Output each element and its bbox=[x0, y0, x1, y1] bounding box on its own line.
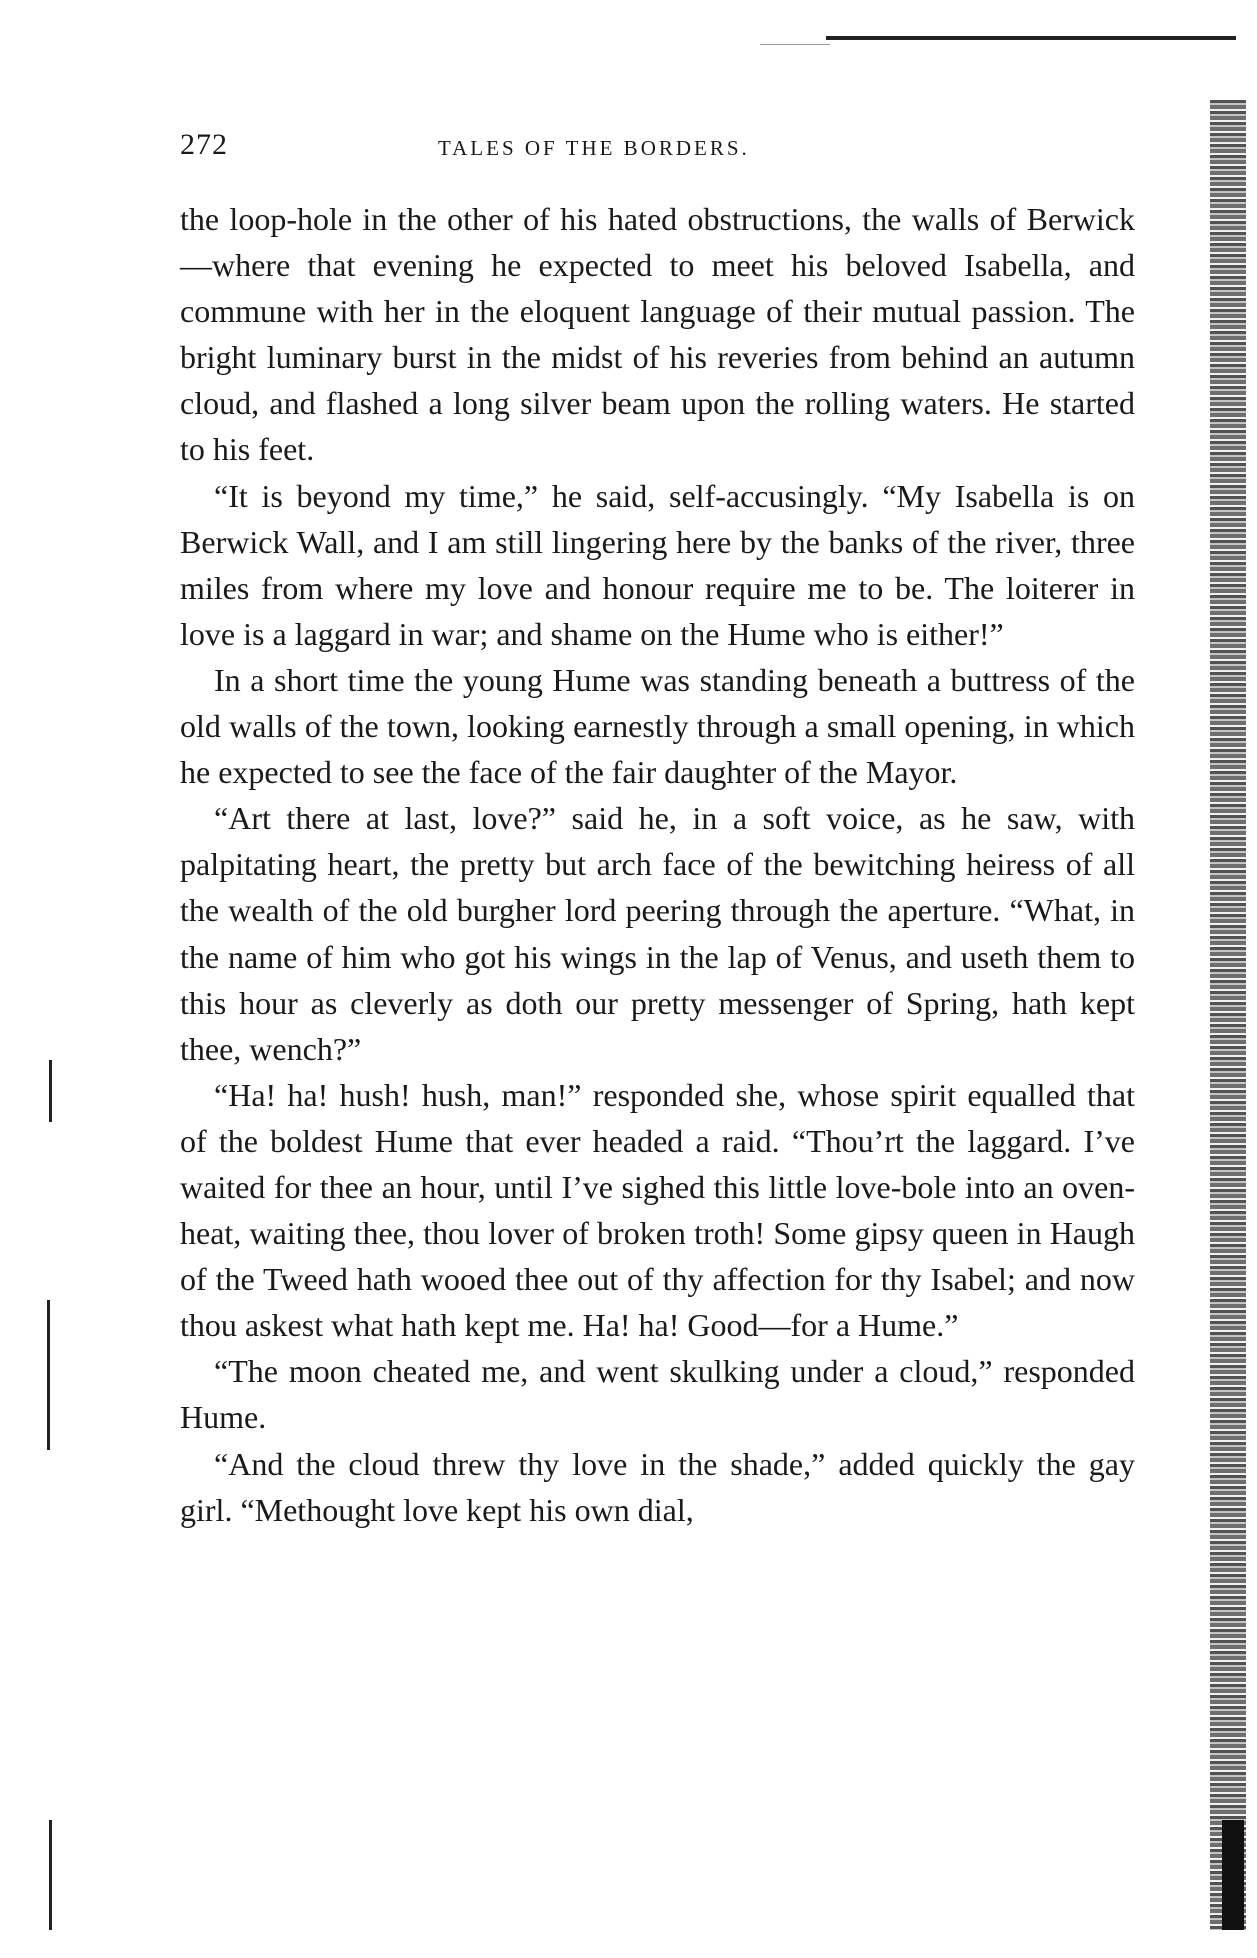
paragraph: In a short time the young Hume was standing beneath a buttress of the old walls of the town, looking earnestly through a small opening, in which he expected to see the face of the fair daughter of the Mayor. bbox=[180, 661, 1135, 791]
running-head: TALES OF THE BORDERS. bbox=[438, 136, 750, 160]
margin-mark bbox=[49, 1820, 52, 1930]
page-number: 272 bbox=[180, 128, 228, 161]
margin-mark bbox=[47, 1300, 50, 1450]
paragraph: “Ha! ha! hush! hush, man!” responded she, whose spirit equalled that of the boldest Hume that ever headed a raid. “Thou’rt the laggard. I’ve waited for thee an hour, until I’ve sighed this little love-bole into an oven-heat, waiting thee, thou lover of broken troth! Some gipsy queen in Haugh of the Tweed hath wooed thee out of thy affection for thy Isabel; and now thou askest what hath kept me. Ha! ha! Good—for a Hume.” bbox=[180, 1076, 1135, 1344]
paragraph: “Art there at last, love?” said he, in a soft voice, as he saw, with palpitating heart, the pretty but arch face of the bewitching heiress of all the wealth of the old burgher lord peering through the aperture. “What, in the name of him who got his wings in the lap of Venus, and useth them to this hour as cleverly as doth our pretty messenger of Spring, hath kept thee, wench?” bbox=[180, 800, 1135, 1067]
page-header bbox=[180, 128, 1145, 168]
body-text bbox=[180, 196, 1135, 1533]
paragraph: “It is beyond my time,” he said, self-accusingly. “My Isabella is on Berwick Wall, and I am still lingering here by the banks of the river, three miles from where my love and honour require me to be. The loiterer in love is a laggard in war; and shame on the Hume who is either!” bbox=[180, 477, 1135, 652]
scan-edge-bar bbox=[826, 36, 1236, 40]
margin-mark bbox=[49, 1060, 52, 1122]
paragraph: “The moon cheated me, and went skulking under a cloud,” responded Hume. bbox=[180, 1353, 1135, 1436]
page-edge-shadow-bottom bbox=[1222, 1820, 1244, 1930]
paragraph: the loop-hole in the other of his hated obstructions, the walls of Berwick—where that evening he expected to meet his beloved Isabella, and commune with her in the eloquent language of their mutual passion. The bright luminary burst in the midst of his reveries from behind an autumn cloud, and flashed a long silver beam upon the rolling waters. He started to his feet. bbox=[180, 201, 1135, 468]
page-edge-shadow bbox=[1210, 100, 1246, 1930]
paragraph: “And the cloud threw thy love in the shade,” added quickly the gay girl. “Methought love kept his own dial, bbox=[180, 1445, 1135, 1528]
scan-edge-line bbox=[760, 44, 830, 45]
